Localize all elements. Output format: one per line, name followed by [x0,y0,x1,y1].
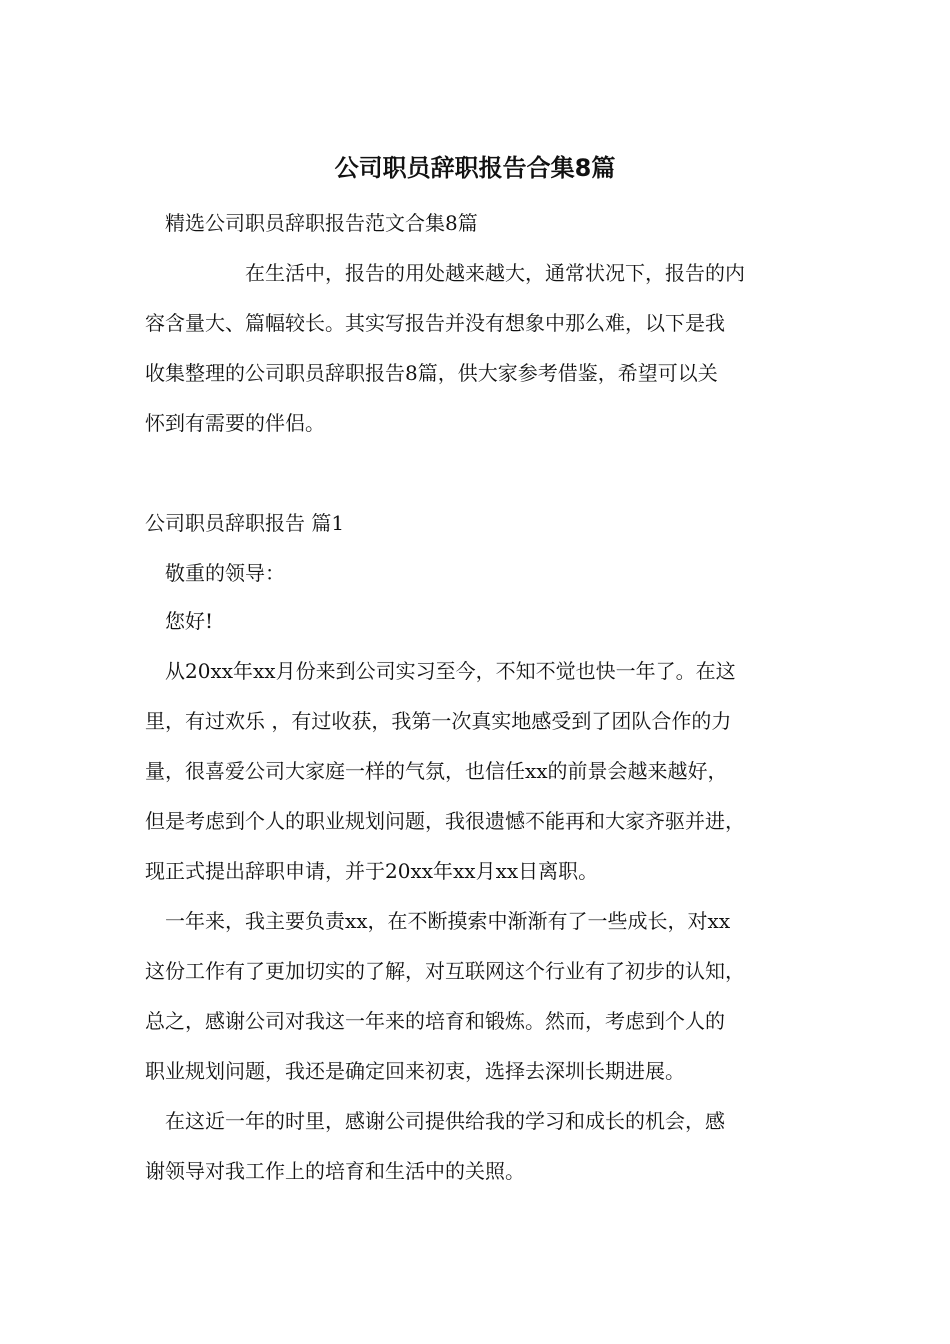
document-subtitle: 精选公司职员辞职报告范文合集8篇 [165,211,478,235]
section-heading: 公司职员辞职报告 篇1 [145,511,345,535]
paragraph-line: 这份工作有了更加切实的了解，对互联网这个行业有了初步的认知， [145,959,745,983]
paragraph-line: 量，很喜爱公司大家庭一样的气氛，也信任xx的前景会越来越好， [145,759,728,783]
paragraph-line: 一年来，我主要负责xx，在不断摸索中渐渐有了一些成长，对xx [165,909,731,933]
paragraph-line: 在这近一年的时里，感谢公司提供给我的学习和成长的机会，感 [165,1109,725,1133]
paragraph-line: 现正式提出辞职申请，并于20xx年xx月xx日离职。 [145,859,599,883]
greeting: 您好! [165,609,214,633]
paragraph-line: 谢领导对我工作上的培育和生活中的关照。 [145,1159,525,1183]
paragraph-line: 容含量大、篇幅较长。其实写报告并没有想象中那么难，以下是我 [145,311,725,335]
paragraph-line: 但是考虑到个人的职业规划问题，我很遗憾不能再和大家齐驱并进， [145,809,745,833]
document-title: 公司职员辞职报告合集8篇 [334,154,616,182]
paragraph-line: 收集整理的公司职员辞职报告8篇，供大家参考借鉴，希望可以关 [145,361,718,385]
paragraph-line: 里，有过欢乐 ，有过收获，我第一次真实地感受到了团队合作的力 [145,709,732,733]
paragraph-line: 总之，感谢公司对我这一年来的培育和锻炼。然而，考虑到个人的 [145,1009,725,1033]
paragraph-line: 从20xx年xx月份来到公司实习至今，不知不觉也快一年了。在这 [165,659,736,683]
paragraph-line: 在生活中，报告的用处越来越大，通常状况下，报告的内 [245,261,745,285]
paragraph-line: 怀到有需要的伴侣。 [145,411,325,435]
salutation: 敬重的领导： [165,561,285,585]
paragraph-line: 职业规划问题，我还是确定回来初衷，选择去深圳长期进展。 [145,1059,685,1083]
